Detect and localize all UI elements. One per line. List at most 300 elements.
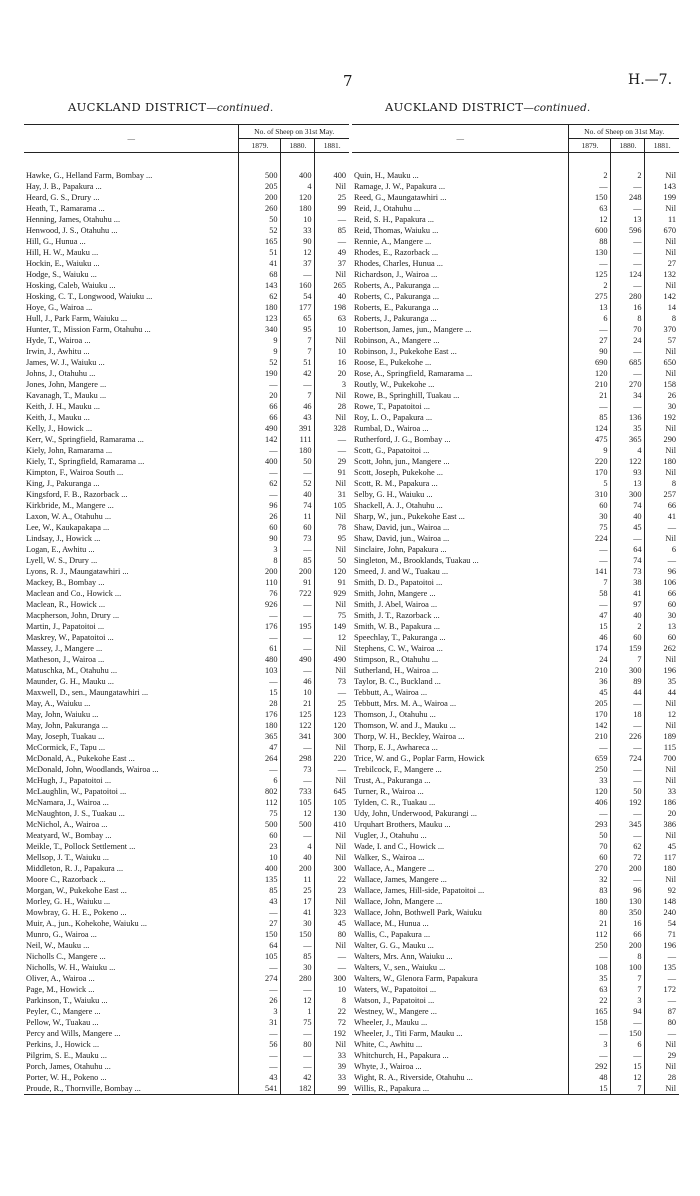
sheep-1881: Nil	[315, 940, 349, 951]
table-row	[352, 456, 679, 467]
sheep-1880: 150	[281, 929, 315, 940]
owner-name: Reid, J., Otahuhu ...	[354, 204, 421, 213]
table-row	[352, 1061, 679, 1072]
sheep-1880: 74	[611, 500, 645, 511]
table-row	[24, 929, 349, 940]
sheep-1881: 328	[315, 423, 349, 434]
year-header-1880: 1880.	[281, 139, 315, 153]
owner-name: May, A., Waiuku ...	[26, 699, 91, 708]
sheep-1879: 274	[239, 973, 281, 984]
sheep-1879: 58	[569, 588, 611, 599]
owner-name: Heard, G. S., Drury ...	[26, 193, 100, 202]
table-row	[24, 874, 349, 885]
sheep-1881: 33	[645, 786, 679, 797]
sheep-1879: 176	[239, 709, 281, 720]
sheep-1880: 120	[281, 192, 315, 203]
sheep-1881: 85	[315, 225, 349, 236]
table-row	[24, 181, 349, 192]
owner-name: Reid, S. H., Papakura ...	[354, 215, 434, 224]
sheep-1879: 6	[239, 775, 281, 786]
sheep-1879: 110	[239, 577, 281, 588]
owner-name: Sharp, W., jun., Pukekohe East ...	[354, 512, 465, 521]
table-row	[24, 368, 349, 379]
sheep-1879: 33	[569, 775, 611, 786]
owner-name: McLaughlin, W., Papatoitoi ...	[26, 787, 127, 796]
owner-name: Hockin, E., Waiuku ...	[26, 259, 100, 268]
sheep-1881: 700	[645, 753, 679, 764]
sheep-1881: Nil	[645, 423, 679, 434]
sheep-1879: —	[569, 401, 611, 412]
table-row	[24, 236, 349, 247]
sheep-1881: 386	[645, 819, 679, 830]
table-row	[352, 236, 679, 247]
sheep-1880: 7	[611, 973, 645, 984]
table-row	[352, 731, 679, 742]
sheep-1881: 54	[645, 918, 679, 929]
sheep-1879: 190	[239, 368, 281, 379]
owner-name: Waters, W., Papatoitoi ...	[354, 985, 437, 994]
owner-name: Munro, G., Wairoa ...	[26, 930, 97, 939]
sheep-1879: 210	[569, 665, 611, 676]
sheep-1879: 48	[569, 1072, 611, 1083]
sheep-1880: 73	[611, 566, 645, 577]
sheep-1881: 143	[645, 181, 679, 192]
sheep-1880: —	[611, 346, 645, 357]
sheep-1880: 72	[611, 852, 645, 863]
sheep-1879: —	[569, 951, 611, 962]
owner-name: Tebbutt, Mrs. M. A., Wairoa ...	[354, 699, 457, 708]
sheep-1880: 43	[281, 412, 315, 423]
sheep-1880: 10	[281, 214, 315, 225]
sheep-1881: 16	[315, 357, 349, 368]
sheep-1880: —	[281, 665, 315, 676]
sheep-1879: 3	[239, 544, 281, 555]
table-row	[352, 929, 679, 940]
sheep-1881: Nil	[645, 280, 679, 291]
sheep-1880: 400	[281, 170, 315, 181]
document-reference: H.—7.	[628, 72, 673, 88]
owner-name: Trust, A., Pakuranga ...	[354, 776, 431, 785]
sheep-1879: 47	[239, 742, 281, 753]
sheep-1880: 42	[281, 368, 315, 379]
table-row	[352, 907, 679, 918]
sheep-1880: 180	[281, 445, 315, 456]
sheep-1881: Nil	[645, 533, 679, 544]
sheep-1880: 33	[281, 225, 315, 236]
sheep-1880: 596	[611, 225, 645, 236]
sheep-1881: Nil	[645, 720, 679, 731]
sheep-1880: 490	[281, 654, 315, 665]
sheep-1881: 25	[315, 192, 349, 203]
owner-name: Wheeler, J., Titi Farm, Mauku ...	[354, 1029, 463, 1038]
right-sheep-table	[352, 124, 679, 1095]
owner-name: Kiely, John, Ramarama ...	[26, 446, 113, 455]
table-row	[352, 819, 679, 830]
sheep-1879: 112	[239, 797, 281, 808]
table-row	[352, 874, 679, 885]
sheep-1881: 66	[645, 588, 679, 599]
sheep-1881: 300	[315, 731, 349, 742]
table-row	[24, 995, 349, 1006]
owner-name: Pellow, W., Tuakau ...	[26, 1018, 99, 1027]
table-row	[24, 203, 349, 214]
sheep-1880: 130	[611, 896, 645, 907]
sheep-1880: 300	[611, 665, 645, 676]
sheep-1881: 22	[315, 1006, 349, 1017]
owner-name: Westney, W., Mangere ...	[354, 1007, 437, 1016]
sheep-1881: 8	[315, 995, 349, 1006]
sheep-1881: —	[315, 434, 349, 445]
owner-name: Matheson, J., Wairoa ...	[26, 655, 105, 664]
sheep-1880: 66	[611, 929, 645, 940]
owner-name: Matuschka, M., Otahuhu ...	[26, 666, 118, 675]
owner-name: Hull, J., Park Farm, Waiuku ...	[26, 314, 128, 323]
owner-name: Irwin, J., Awhitu ...	[26, 347, 90, 356]
sheep-1879: 62	[239, 291, 281, 302]
table-row	[24, 753, 349, 764]
sheep-1880: 11	[281, 511, 315, 522]
sheep-1880: 60	[281, 522, 315, 533]
sheep-1881: 257	[645, 489, 679, 500]
sheep-1879: 76	[239, 588, 281, 599]
owner-name: Robinson, A., Mangere ...	[354, 336, 440, 345]
sheep-1879: —	[239, 764, 281, 775]
sheep-1879: —	[569, 324, 611, 335]
sheep-1881: 120	[315, 566, 349, 577]
sheep-1879: 150	[239, 929, 281, 940]
sheep-1881: —	[315, 236, 349, 247]
sheep-1880: 80	[281, 1039, 315, 1050]
sheep-1879: 406	[569, 797, 611, 808]
owner-name: Routly, W., Pukekohe ...	[354, 380, 435, 389]
table-row	[24, 478, 349, 489]
table-row	[24, 599, 349, 610]
sheep-1880: —	[281, 1061, 315, 1072]
sheep-1879: 27	[239, 918, 281, 929]
sheep-1880: 248	[611, 192, 645, 203]
sheep-1881: 400	[315, 170, 349, 181]
sheep-1881: Nil	[315, 775, 349, 786]
sheep-1879: 66	[239, 412, 281, 423]
sheep-1881: 44	[645, 687, 679, 698]
sheep-1881: 929	[315, 588, 349, 599]
sheep-1880: 2	[611, 170, 645, 181]
sheep-1879: —	[239, 984, 281, 995]
owner-name: Trice, W. and G., Poplar Farm, Howick	[354, 754, 485, 763]
owner-name: Roberts, A., Pakuranga ...	[354, 281, 440, 290]
sheep-1880: 350	[611, 907, 645, 918]
owner-name: Whyte, J., Wairoa ...	[354, 1062, 422, 1071]
sheep-1879: 340	[239, 324, 281, 335]
sheep-1880: 7	[281, 390, 315, 401]
sheep-1880: 724	[611, 753, 645, 764]
table-row	[24, 764, 349, 775]
table-row	[352, 687, 679, 698]
sheep-1880: —	[611, 368, 645, 379]
sheep-1881: 240	[645, 907, 679, 918]
table-row	[352, 544, 679, 555]
owner-name: Walters, V., sen., Waiuku ...	[354, 963, 446, 972]
sheep-1881: 29	[315, 456, 349, 467]
sheep-1880: 192	[611, 797, 645, 808]
sheep-1879: 174	[569, 643, 611, 654]
table-row	[24, 335, 349, 346]
sheep-1879: 264	[239, 753, 281, 764]
table-row	[24, 1006, 349, 1017]
sheep-1881: Nil	[645, 698, 679, 709]
sheep-1879: 475	[569, 434, 611, 445]
sheep-1880: 74	[281, 500, 315, 511]
sheep-1879: 600	[569, 225, 611, 236]
owner-name: Wallace, John, Bothwell Park, Waiuku	[354, 908, 482, 917]
sheep-1879: 150	[569, 192, 611, 203]
sheep-1880: 85	[281, 555, 315, 566]
sheep-1881: 192	[645, 412, 679, 423]
owner-name: Shaw, David, jun., Wairoa ...	[354, 534, 450, 543]
sheep-1879: 659	[569, 753, 611, 764]
sheep-1879: 31	[239, 1017, 281, 1028]
sheep-1880: 42	[281, 1072, 315, 1083]
sheep-1879: 50	[239, 214, 281, 225]
sheep-1881: —	[315, 445, 349, 456]
sheep-1879: 130	[569, 247, 611, 258]
sheep-1880: 150	[611, 1028, 645, 1039]
owner-name: Kingsford, F. B., Razorback ...	[26, 490, 128, 499]
sheep-1880: —	[281, 379, 315, 390]
owner-name: Singleton, M., Brooklands, Tuakau ...	[354, 556, 479, 565]
sheep-1879: —	[239, 676, 281, 687]
owner-name: Morley, G. H., Waiuku ...	[26, 897, 111, 906]
sheep-1881: 105	[315, 500, 349, 511]
table-row	[352, 940, 679, 951]
sheep-1880: —	[281, 632, 315, 643]
sheep-1881: 30	[645, 401, 679, 412]
sheep-1880: 44	[611, 687, 645, 698]
sheep-1880: —	[611, 874, 645, 885]
sheep-1881: Nil	[645, 236, 679, 247]
sheep-1879: 141	[569, 566, 611, 577]
table-row	[352, 423, 679, 434]
table-row	[352, 489, 679, 500]
owner-name: Walter, G. G., Mauku ...	[354, 941, 434, 950]
sheep-1881: 73	[315, 676, 349, 687]
sheep-1881: —	[645, 951, 679, 962]
sheep-1881: 33	[315, 1050, 349, 1061]
sheep-1879: 6	[569, 313, 611, 324]
sheep-1881: 186	[645, 797, 679, 808]
owner-name: Ramage, J. W., Papakura ...	[354, 182, 446, 191]
sheep-1879: 180	[239, 302, 281, 313]
owner-name: Lee, W., Kaukapakapa ...	[26, 523, 110, 532]
sheep-1881: 63	[315, 313, 349, 324]
owner-name: Macpherson, John, Drury ...	[26, 611, 120, 620]
table-row	[352, 467, 679, 478]
sheep-1879: —	[239, 445, 281, 456]
table-row	[24, 907, 349, 918]
owner-name: James, W. J., Waiuku ...	[26, 358, 105, 367]
sheep-1879: 28	[239, 698, 281, 709]
sheep-1879: 21	[569, 390, 611, 401]
sheep-1880: —	[611, 203, 645, 214]
table-row	[352, 577, 679, 588]
sheep-1880: 124	[611, 269, 645, 280]
sheep-1879: 176	[239, 621, 281, 632]
table-row	[24, 742, 349, 753]
sheep-1880: 13	[611, 478, 645, 489]
year-header-1879: 1879.	[239, 139, 281, 153]
sheep-1881: —	[315, 687, 349, 698]
owner-name: Laxon, W. A., Otahuhu ...	[26, 512, 112, 521]
sheep-1881: —	[645, 995, 679, 1006]
header-spacer	[24, 153, 349, 171]
sheep-1879: 220	[569, 456, 611, 467]
sheep-1880: 45	[611, 522, 645, 533]
sheep-1879: 293	[569, 819, 611, 830]
sheep-1881: 300	[315, 863, 349, 874]
table-row	[24, 775, 349, 786]
owner-name: Maclean and Co., Howick ...	[26, 589, 122, 598]
sheep-1881: —	[645, 555, 679, 566]
sheep-1881: Nil	[645, 874, 679, 885]
table-row	[352, 742, 679, 753]
table-row	[352, 258, 679, 269]
sheep-1879: 26	[239, 995, 281, 1006]
table-row	[352, 280, 679, 291]
table-row	[352, 962, 679, 973]
sheep-1881: 645	[315, 786, 349, 797]
sheep-1881: —	[315, 951, 349, 962]
sheep-1879: 63	[569, 203, 611, 214]
table-row	[24, 511, 349, 522]
owner-name: Pilgrim, S. E., Mauku ...	[26, 1051, 107, 1060]
owner-name: Morgan, W., Pukekohe East ...	[26, 886, 127, 895]
sheep-1880: 365	[611, 434, 645, 445]
sheep-1881: 6	[645, 544, 679, 555]
owner-name: Porch, James, Otahuhu ...	[26, 1062, 111, 1071]
sheep-1879: 205	[569, 698, 611, 709]
owner-name: Trebilcock, F., Mangere ...	[354, 765, 442, 774]
sheep-1881: 11	[645, 214, 679, 225]
sheep-1879: 200	[239, 192, 281, 203]
owner-name: Mellsop, J. T., Waiuku ...	[26, 853, 109, 862]
table-row	[24, 467, 349, 478]
sheep-1879: 210	[569, 379, 611, 390]
owner-name: Moore C., Razorback ...	[26, 875, 106, 884]
sheep-1880: 74	[611, 555, 645, 566]
sheep-1881: 14	[645, 302, 679, 313]
sheep-1879: 180	[239, 720, 281, 731]
table-row	[24, 687, 349, 698]
sheep-1881: 33	[315, 1072, 349, 1083]
sheep-1881: 25	[315, 698, 349, 709]
owner-name: Johns, J., Otahuhu ...	[26, 369, 96, 378]
sheep-1881: Nil	[645, 1061, 679, 1072]
left-sheep-table	[24, 124, 349, 1095]
owner-name: Tebbutt, A., Wairoa ...	[354, 688, 428, 697]
owner-name: Wallace, John, Mangere ...	[354, 897, 443, 906]
sheep-1881: 172	[645, 984, 679, 995]
table-row	[24, 555, 349, 566]
table-row	[352, 1072, 679, 1083]
sheep-1881: 180	[645, 863, 679, 874]
owner-name: Thomson, W. and J., Mauku ...	[354, 721, 456, 730]
sheep-1880: 500	[281, 819, 315, 830]
sheep-1881: —	[315, 962, 349, 973]
table-row	[24, 412, 349, 423]
owner-name: Mowbray, G. H. E., Pokeno ...	[26, 908, 127, 917]
sheep-1881: 105	[315, 797, 349, 808]
sheep-1880: 17	[281, 896, 315, 907]
table-row	[24, 225, 349, 236]
sheep-1879: 56	[239, 1039, 281, 1050]
table-row	[24, 621, 349, 632]
sheep-1879: 12	[569, 214, 611, 225]
sheep-1879: 52	[239, 225, 281, 236]
owner-name: Shaw, David, jun., Wairoa ...	[354, 523, 450, 532]
sheep-1880: —	[281, 269, 315, 280]
table-row	[352, 610, 679, 621]
sheep-1879: 142	[569, 720, 611, 731]
table-row	[352, 841, 679, 852]
sheep-1879: —	[239, 962, 281, 973]
sheep-1881: 41	[645, 511, 679, 522]
sheep-1880: —	[281, 1028, 315, 1039]
table-row	[352, 753, 679, 764]
table-row	[24, 1061, 349, 1072]
sheep-1880: 4	[611, 445, 645, 456]
sheep-1880: 41	[281, 907, 315, 918]
sheep-1879: 15	[569, 621, 611, 632]
owner-name: Jones, John, Mangere ...	[26, 380, 107, 389]
table-row	[24, 885, 349, 896]
owner-name: Kiely, T., Springfield, Ramarama ...	[26, 457, 145, 466]
sheep-1879: 85	[239, 885, 281, 896]
sheep-1879: 541	[239, 1083, 281, 1095]
owner-name: Rutherford, J. G., Bombay ...	[354, 435, 451, 444]
sheep-1879: 88	[569, 236, 611, 247]
sheep-1881: 20	[315, 368, 349, 379]
sheep-1881: 30	[645, 610, 679, 621]
table-row	[352, 379, 679, 390]
table-row	[24, 1028, 349, 1039]
owner-name: Roberts, E., Pakuranga ...	[354, 303, 439, 312]
sheep-1881: 130	[315, 808, 349, 819]
table-row	[24, 401, 349, 412]
sheep-1881: 91	[315, 577, 349, 588]
owner-name: Oliver, A., Wairoa ...	[26, 974, 95, 983]
sheep-1879: 26	[239, 511, 281, 522]
sheep-1881: 8	[645, 313, 679, 324]
sheep-1881: 60	[645, 632, 679, 643]
sheep-1880: 7	[281, 335, 315, 346]
sheep-1880: 280	[281, 973, 315, 984]
sheep-1881: 29	[645, 1050, 679, 1061]
table-row	[24, 720, 349, 731]
owner-name: King, J., Pakuranga ...	[26, 479, 100, 488]
sheep-1880: 13	[611, 214, 645, 225]
sheep-1880: 94	[611, 1006, 645, 1017]
sheep-1880: 62	[611, 841, 645, 852]
sheep-1879: 112	[569, 929, 611, 940]
owner-name: Quin, H., Mauku ...	[354, 171, 419, 180]
table-row	[24, 390, 349, 401]
sheep-1881: Nil	[315, 412, 349, 423]
sheep-1881: Nil	[645, 830, 679, 841]
sheep-1880: 89	[611, 676, 645, 687]
sheep-1880: 182	[281, 1083, 315, 1095]
sheep-1880: 1	[281, 1006, 315, 1017]
sheep-1881: Nil	[645, 170, 679, 181]
